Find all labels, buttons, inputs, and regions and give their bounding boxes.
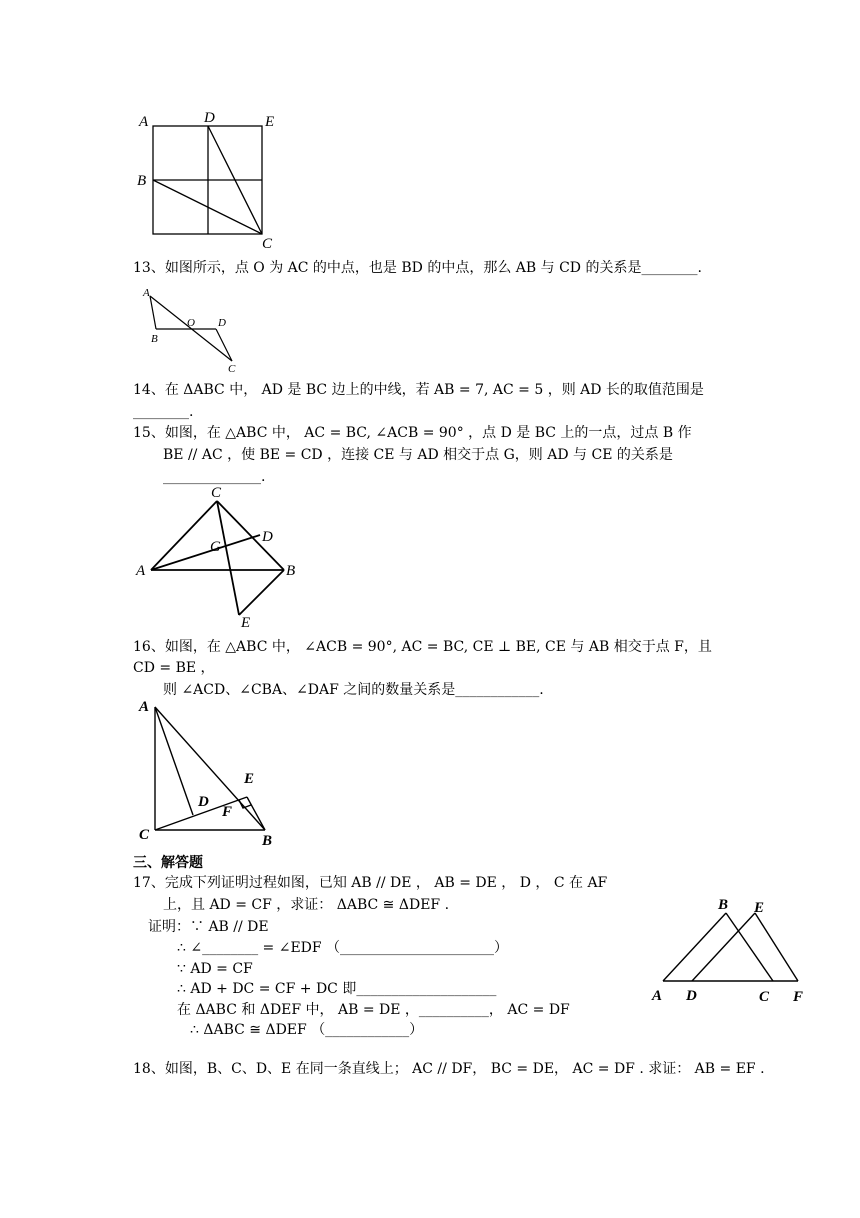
proof-line-1: 证明：∵ AB // DE (148, 919, 269, 935)
question-15-line-1: 15、如图，在 △ABC 中， AC = BC, ∠ACB = 90° ，点 D 是 BC 上的一点，过点 B 作 (133, 425, 692, 441)
fig15-label-a: A (136, 563, 146, 579)
fig17-label-f: F (793, 989, 804, 1005)
figure-15 (133, 485, 308, 630)
question-16-line-3: 则 ∠ACD、∠CBA、∠DAF 之间的数量关系是____________. (163, 682, 544, 698)
proof-line-4: ∴ AD + DC = CF + DC 即____________________ (177, 981, 497, 997)
fig16-label-f: F (222, 804, 233, 820)
fig16-label-b: B (262, 833, 273, 849)
fig17-label-d: D (686, 988, 697, 1004)
fig13-label-b: B (151, 333, 158, 345)
proof-line-6: ∴ ΔABC ≅ ΔDEF （____________） (190, 1022, 424, 1038)
fig17-label-c: C (759, 989, 770, 1005)
fig13-label-o: O (187, 317, 195, 329)
proof-line-2: ∴ ∠________ = ∠EDF （______________________） (177, 940, 509, 956)
question-16-line-1: 16、如图，在 △ABC 中， ∠ACB = 90°, AC = BC, CE ⊥ BE, CE 与 AB 相交于点 F，且 (133, 639, 712, 655)
fig15-label-d: D (262, 529, 273, 545)
fig12-label-b: B (137, 173, 147, 189)
fig12-label-c: C (262, 236, 273, 252)
question-14-line-2: ________. (133, 404, 194, 420)
question-17-line-1: 17、完成下列证明过程如图，已知 AB // DE ， AB = DE ， D ， C 在 AF (133, 875, 608, 891)
section-3-title: 三、解答题 (133, 855, 203, 871)
fig13-label-a: A (143, 287, 150, 299)
question-13: 13、如图所示，点 O 为 AC 的中点，也是 BD 的中点，那么 AB 与 CD 的关系是________. (133, 260, 702, 276)
figure-13 (140, 284, 250, 376)
question-16-line-2: CD = BE ， (133, 660, 215, 676)
fig12-label-a: A (139, 114, 149, 130)
fig17-label-e: E (754, 900, 765, 916)
fig17-label-b: B (718, 897, 729, 913)
question-15-line-3: ______________. (163, 469, 266, 485)
question-17-line-2: 上，且 AD = CF ，求证： ΔABC ≅ ΔDEF . (163, 897, 450, 913)
fig15-label-c: C (211, 485, 222, 501)
fig15-label-g: G (210, 539, 221, 555)
fig15-label-b: B (286, 563, 296, 579)
figure-12 (135, 108, 285, 253)
fig13-label-c: C (228, 363, 236, 375)
proof-line-3: ∵ AD = CF (177, 961, 253, 977)
figure-17 (648, 895, 818, 1005)
question-18: 18、如图，B、C、D、E 在同一条直线上； AC // DF， BC = DE， AC = DF . 求证： AB = EF . (133, 1061, 765, 1077)
figure-16 (135, 697, 285, 847)
fig16-label-d: D (198, 794, 209, 810)
fig17-label-a: A (652, 988, 663, 1004)
fig13-label-d: D (218, 317, 226, 329)
fig16-label-a: A (139, 699, 150, 715)
question-15-line-2: BE // AC ，使 BE = CD ，连接 CE 与 AD 相交于点 G，则 AD 与 CE 的关系是 (163, 447, 673, 463)
fig16-label-c: C (139, 827, 150, 843)
fig16-label-e: E (244, 771, 255, 787)
fig12-label-d: D (204, 110, 215, 126)
fig15-label-e: E (241, 615, 251, 631)
proof-line-5: 在 ΔABC 和 ΔDEF 中， AB = DE ，__________， AC = DF (177, 1002, 570, 1018)
fig12-label-e: E (265, 114, 275, 130)
question-14-line-1: 14、在 ΔABC 中， AD 是 BC 边上的中线，若 AB = 7, AC = 5 ，则 AD 长的取值范围是 (133, 382, 704, 398)
